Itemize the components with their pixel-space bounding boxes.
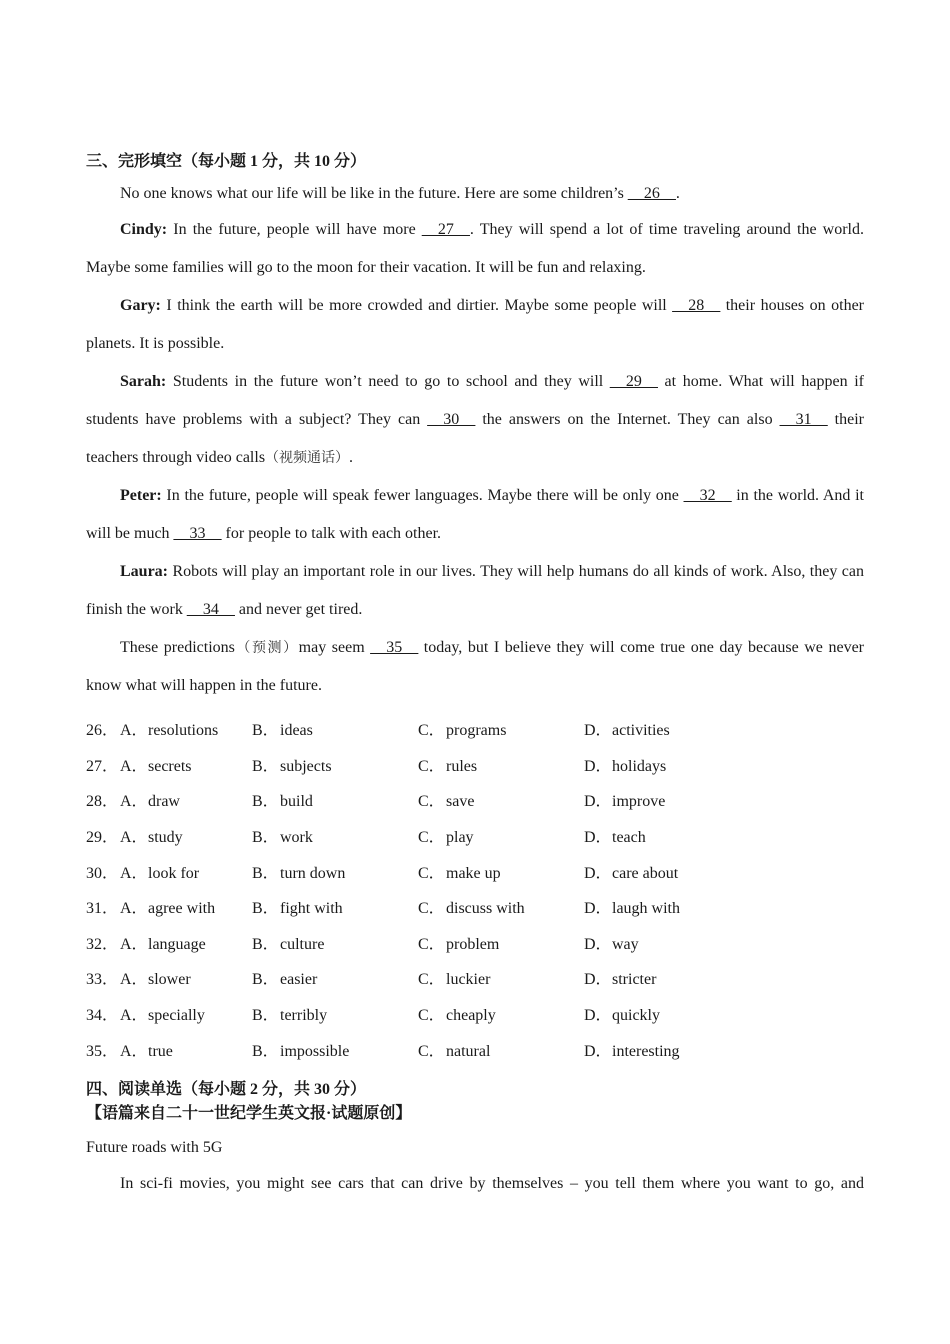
speaker-name: Cindy:	[120, 221, 168, 238]
option-letter: A．	[120, 864, 148, 882]
option-letter: D．	[584, 1007, 612, 1025]
option-letter: A．	[120, 900, 148, 918]
option-letter: D．	[584, 829, 612, 847]
question-number: 33．	[86, 971, 119, 989]
question-number: 26．	[86, 722, 119, 740]
intro-paragraph: No one knows what our life will be like in the future. Here are some children’s __26__.	[120, 185, 680, 202]
question-number: 29．	[86, 829, 119, 847]
option-letter: A．	[120, 793, 148, 811]
option-a	[86, 931, 252, 954]
question-row	[86, 853, 864, 889]
question-number: 35．	[86, 1042, 119, 1060]
option-text: activities	[612, 722, 670, 740]
option-text: improve	[612, 793, 666, 811]
passage-title: Future roads with 5G	[86, 1139, 223, 1156]
option-text: study	[148, 829, 183, 847]
peter-paragraph: Peter: In the future, people will speak fewer languages. Maybe there will be only one __32__ in the world. And it will be much __33__ for people to talk with each other.	[86, 487, 864, 542]
section-4-heading: 四、阅读单选（每小题 2 分，共 30 分）	[86, 1081, 367, 1098]
option-text: ideas	[280, 722, 313, 740]
blank-31: __31__	[779, 411, 828, 428]
option-text: secrets	[148, 757, 192, 775]
speaker-name: Sarah:	[120, 373, 167, 390]
options-list	[86, 711, 864, 1067]
option-text: laugh with	[612, 900, 680, 918]
question-number: 31．	[86, 900, 119, 918]
question-number: 32．	[86, 935, 119, 953]
option-letter: D．	[584, 793, 612, 811]
option-text: resolutions	[148, 722, 219, 740]
option-text: play	[446, 829, 474, 847]
option-text: discuss with	[446, 900, 525, 918]
blank-35: __35__	[370, 639, 419, 656]
source-note: 【语篇来自二十一世纪学生英文报·试题原创】	[86, 1105, 412, 1122]
option-b	[252, 824, 418, 847]
option-a	[86, 895, 252, 918]
option-text: interesting	[612, 1042, 680, 1060]
closing-paragraph: These predictions（预测）may seem __35__ today, but I believe they will come true one day because we never know what will happen in the future.	[86, 639, 864, 694]
option-text: stricter	[612, 971, 657, 989]
option-a	[86, 1038, 252, 1061]
option-d	[584, 717, 704, 740]
option-text: agree with	[148, 900, 216, 918]
option-c	[418, 1002, 584, 1025]
option-letter: C．	[418, 1042, 445, 1060]
option-letter: D．	[584, 722, 612, 740]
option-text: holidays	[612, 757, 667, 775]
option-text: language	[148, 935, 206, 953]
option-letter: C．	[418, 829, 445, 847]
option-text: care about	[612, 864, 679, 882]
option-letter: D．	[584, 864, 612, 882]
question-row	[86, 889, 864, 925]
section-3-heading: 三、完形填空（每小题 1 分，共 10 分）	[86, 153, 367, 170]
option-a	[86, 753, 252, 776]
option-letter: B．	[252, 829, 279, 847]
option-letter: D．	[584, 971, 612, 989]
option-text: luckier	[446, 971, 491, 989]
question-row	[86, 925, 864, 961]
option-a	[86, 788, 252, 811]
option-letter: D．	[584, 900, 612, 918]
option-d	[584, 824, 704, 847]
option-text: turn down	[280, 864, 346, 882]
option-letter: D．	[584, 1042, 612, 1060]
option-letter: B．	[252, 1042, 279, 1060]
blank-34: __34__	[186, 601, 235, 618]
option-letter: C．	[418, 793, 445, 811]
option-d	[584, 860, 704, 883]
question-row	[86, 711, 864, 747]
option-a	[86, 824, 252, 847]
question-number: 34．	[86, 1007, 119, 1025]
blank-26: __26__	[627, 185, 676, 202]
option-text: true	[148, 1042, 173, 1060]
option-text: work	[280, 829, 313, 847]
option-letter: A．	[120, 1007, 148, 1025]
option-d	[584, 788, 704, 811]
question-row	[86, 818, 864, 854]
option-letter: C．	[418, 935, 445, 953]
blank-30: __30__	[427, 411, 476, 428]
gary-paragraph: Gary: I think the earth will be more crowded and dirtier. Maybe some people will __28__ their houses on other planets. It is possible.	[86, 297, 865, 352]
option-text: problem	[446, 935, 500, 953]
blank-28: __28__	[672, 297, 721, 314]
option-b	[252, 753, 418, 776]
option-b	[252, 788, 418, 811]
option-a	[86, 966, 252, 989]
option-letter: B．	[252, 935, 279, 953]
option-letter: A．	[120, 971, 148, 989]
option-d	[584, 931, 704, 954]
option-text: cheaply	[446, 1007, 496, 1025]
option-letter: D．	[584, 757, 612, 775]
option-letter: B．	[252, 864, 279, 882]
option-c	[418, 931, 584, 954]
option-letter: D．	[584, 935, 612, 953]
option-b	[252, 1002, 418, 1025]
option-c	[418, 753, 584, 776]
option-letter: A．	[120, 829, 148, 847]
option-letter: C．	[418, 864, 445, 882]
option-text: look for	[148, 864, 200, 882]
option-c	[418, 1038, 584, 1061]
option-letter: B．	[252, 722, 279, 740]
option-d	[584, 753, 704, 776]
option-text: save	[446, 793, 475, 811]
reading-section	[86, 1078, 864, 1202]
option-c	[418, 717, 584, 740]
option-text: programs	[446, 722, 507, 740]
laura-paragraph: Laura: Robots will play an important role in our lives. They will help humans do all kinds of work. Also, they can finish the work __34__ and never get tired.	[86, 563, 864, 618]
option-letter: B．	[252, 757, 279, 775]
option-c	[418, 824, 584, 847]
option-letter: C．	[418, 971, 445, 989]
sarah-paragraph: Sarah: Students in the future won’t need to go to school and they will __29__ at home. What will happen if students have problems with a subject? They can __30__ the answers on the Internet. They can also __31__ their teachers through video calls（视频通话）.	[86, 373, 864, 466]
option-letter: A．	[120, 1042, 148, 1060]
option-text: impossible	[280, 1042, 350, 1060]
option-b	[252, 717, 418, 740]
option-letter: C．	[418, 757, 445, 775]
blank-33: __33__	[173, 525, 222, 542]
option-text: rules	[446, 757, 478, 775]
question-row	[86, 747, 864, 783]
passage-first-line: In sci-fi movies, you might see cars that can drive by themselves – you tell them where you want to go, and	[120, 1175, 864, 1192]
option-c	[418, 966, 584, 989]
option-text: natural	[446, 1042, 491, 1060]
question-row	[86, 782, 864, 818]
speaker-name: Peter:	[120, 487, 162, 504]
question-number: 27．	[86, 757, 119, 775]
blank-32: __32__	[683, 487, 732, 504]
option-text: easier	[280, 971, 318, 989]
cloze-section	[86, 150, 864, 1067]
option-c	[418, 860, 584, 883]
option-text: make up	[446, 864, 501, 882]
option-letter: C．	[418, 900, 445, 918]
option-text: terribly	[280, 1007, 328, 1025]
option-letter: C．	[418, 1007, 445, 1025]
option-d	[584, 895, 704, 918]
option-text: subjects	[280, 757, 332, 775]
option-a	[86, 1002, 252, 1025]
option-text: teach	[612, 829, 646, 847]
option-c	[418, 895, 584, 918]
blank-29: __29__	[609, 373, 658, 390]
option-letter: B．	[252, 900, 279, 918]
cindy-paragraph: Cindy: In the future, people will have more __27__. They will spend a lot of time traveling around the world. Maybe some families will go to the moon for their vacation. It will be fun and relaxing.	[86, 221, 865, 276]
option-d	[584, 1038, 704, 1061]
speaker-name: Laura:	[120, 563, 168, 580]
option-letter: A．	[120, 935, 148, 953]
option-b	[252, 1038, 418, 1061]
option-b	[252, 931, 418, 954]
option-letter: A．	[120, 722, 148, 740]
option-a	[86, 860, 252, 883]
option-text: specially	[148, 1007, 205, 1025]
option-text: quickly	[612, 1007, 660, 1025]
option-text: fight with	[280, 900, 343, 918]
option-c	[418, 788, 584, 811]
option-d	[584, 966, 704, 989]
option-letter: B．	[252, 971, 279, 989]
option-text: culture	[280, 935, 325, 953]
option-d	[584, 1002, 704, 1025]
option-text: slower	[148, 971, 191, 989]
option-a	[86, 717, 252, 740]
question-row	[86, 1031, 864, 1067]
option-text: way	[612, 935, 639, 953]
option-text: draw	[148, 793, 180, 811]
option-letter: C．	[418, 722, 445, 740]
question-number: 30．	[86, 864, 119, 882]
option-letter: B．	[252, 1007, 279, 1025]
option-b	[252, 895, 418, 918]
option-letter: B．	[252, 793, 279, 811]
question-row	[86, 960, 864, 996]
option-b	[252, 966, 418, 989]
question-row	[86, 996, 864, 1032]
blank-27: __27__	[421, 221, 470, 238]
question-number: 28．	[86, 793, 119, 811]
option-letter: A．	[120, 757, 148, 775]
option-b	[252, 860, 418, 883]
speaker-name: Gary:	[120, 297, 161, 314]
option-text: build	[280, 793, 313, 811]
